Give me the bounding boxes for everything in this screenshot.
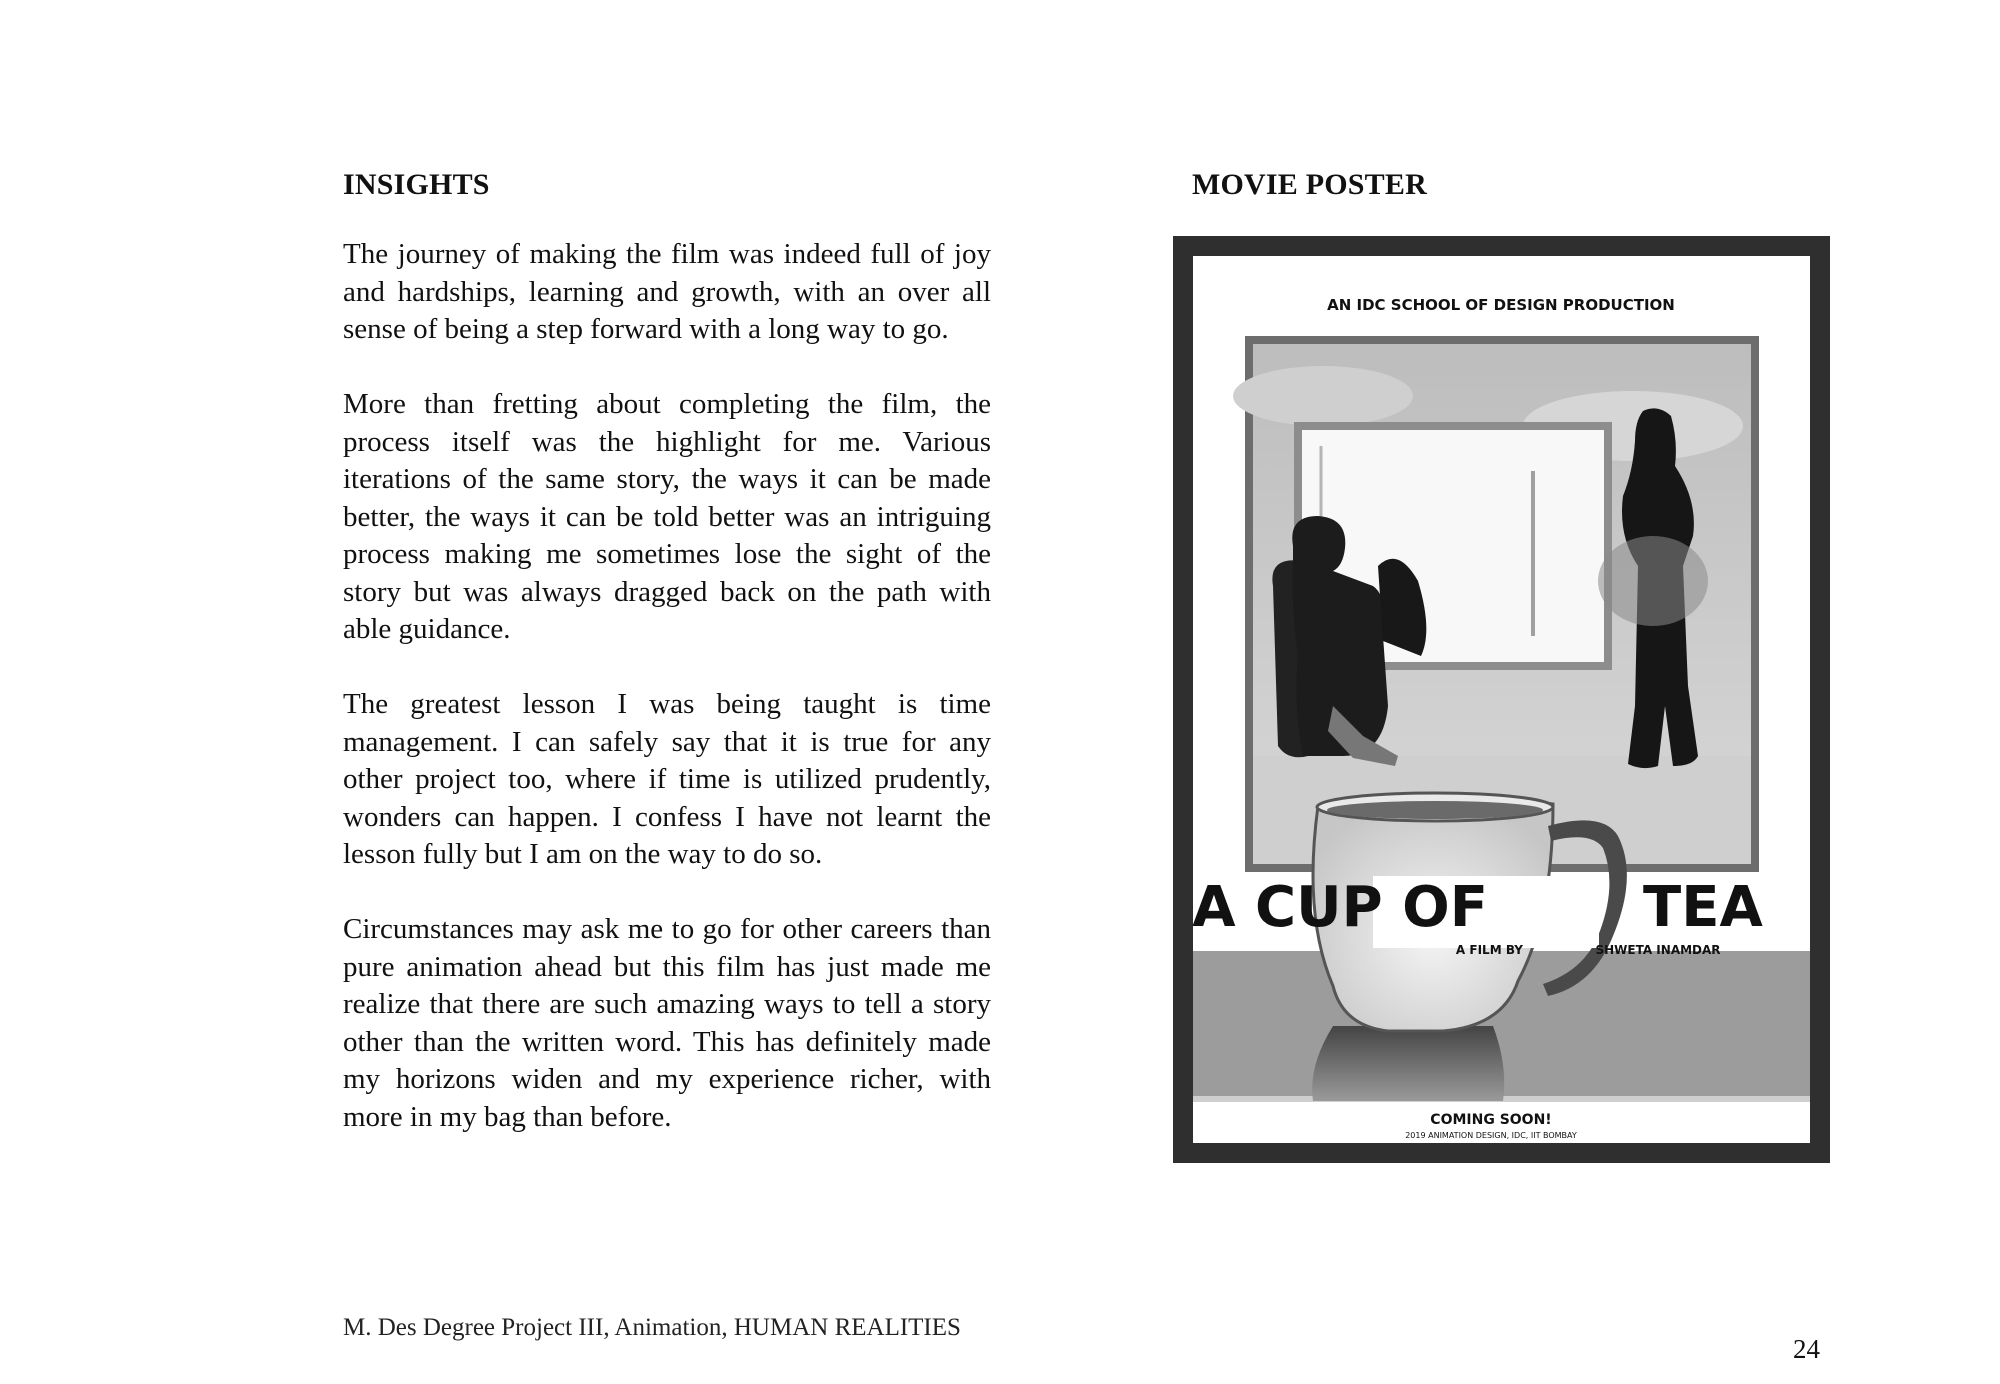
insights-body <box>343 236 991 1174</box>
cup-reflection <box>1312 1026 1504 1101</box>
paragraph-3: The greatest lesson I was being taught is time management. I can safely say that it is true for any other project too, where if time is utilized prudently, wonders can happen. I confess I have not learnt the lesson fully but I am on the way to do so. <box>343 688 991 870</box>
production-credit: AN IDC SCHOOL OF DESIGN PRODUCTION <box>1327 296 1675 314</box>
title-left: A CUP OF <box>1192 875 1488 940</box>
director-name: SHWETA INAMDAR <box>1595 943 1721 957</box>
insights-heading: INSIGHTS <box>343 168 490 201</box>
paragraph-1: The journey of making the film was indeed full of joy and hardships, learning and growth, with an over all sense of being a step forward with a long way to go. <box>343 238 991 345</box>
title-right: TEA <box>1643 875 1763 940</box>
coming-soon: COMING SOON! <box>1430 1112 1552 1128</box>
movie-poster-heading: MOVIE POSTER <box>1192 168 1427 201</box>
poster-footer-credit: 2019 ANIMATION DESIGN, IDC, IIT BOMBAY <box>1405 1131 1577 1140</box>
page-number: 24 <box>1793 1334 1820 1364</box>
film-by: A FILM BY <box>1455 943 1523 957</box>
movie-poster <box>1173 236 1830 1163</box>
paragraph-4: Circumstances may ask me to go for other careers than pure animation ahead but this film has just made me realize that there are such amazing ways to tell a story other than the written word. This has definitely made my horizons widen and my experience richer, with more in my bag than before. <box>343 913 991 1133</box>
page-footer: M. Des Degree Project III, Animation, HUMAN REALITIES <box>343 1314 961 1341</box>
paragraph-2: More than fretting about completing the film, the process itself was the highlight for me. Various iterations of the same story, the ways it can be made better, the ways it can be told better was an intriguing process making me sometimes lose the sight of the story but was always dragged back on the path with able guidance. <box>343 388 991 645</box>
